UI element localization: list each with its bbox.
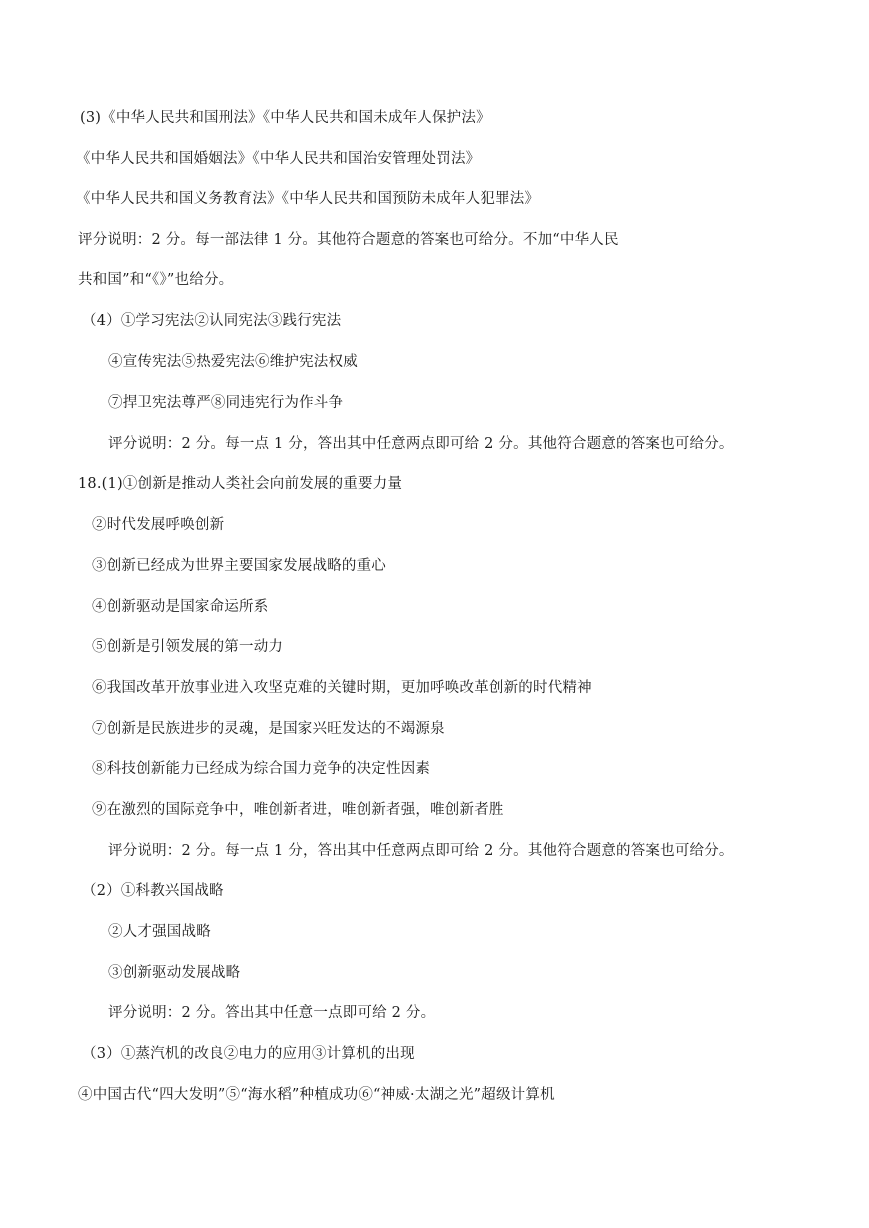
q17-4-line-1: （4）①学习宪法②认同宪法③践行宪法: [82, 313, 342, 329]
q18-1-item: ⑧科技创新能力已经成为综合国力竞争的决定性因素: [92, 761, 431, 777]
q18-1-item: ②时代发展呼唤创新: [92, 517, 225, 533]
q17-4-scoring-note: 评分说明：2 分。每一点 1 分，答出其中任意两点即可给 2 分。其他符合题意的答案也可给分。: [108, 436, 734, 452]
q18-1-item: ③创新已经成为世界主要国家发展战略的重心: [92, 558, 386, 574]
q17-4-line-3: ⑦捍卫宪法尊严⑧同违宪行为作斗争: [108, 395, 344, 411]
q18-2-scoring-note: 评分说明：2 分。答出其中任意一点即可给 2 分。: [108, 1005, 436, 1021]
q18-2-line-3: ③创新驱动发展战略: [108, 965, 241, 981]
q17-4-line-2: ④宣传宪法⑤热爱宪法⑥维护宪法权威: [108, 354, 358, 370]
q18-2-line-2: ②人才强国战略: [108, 924, 211, 940]
q18-1-heading: 18.(1)①创新是推动人类社会向前发展的重要力量: [78, 476, 403, 492]
q18-3-line-1: （3）①蒸汽机的改良②电力的应用③计算机的出现: [82, 1046, 415, 1062]
q18-1-item: ⑨在激烈的国际竞争中，唯创新者进，唯创新者强，唯创新者胜: [92, 802, 504, 818]
q17-3-laws-line-3: 《中华人民共和国义务教育法》《中华人民共和国预防未成年人犯罪法》: [76, 191, 540, 207]
q17-3-scoring-note-line-2: 共和国”和“《》”也给分。: [78, 272, 234, 288]
q18-1-item: ⑤创新是引领发展的第一动力: [92, 639, 284, 655]
q17-3-scoring-note-line-1: 评分说明：2 分。每一部法律 1 分。其他符合题意的答案也可给分。不加“中华人民: [78, 232, 619, 248]
q18-1-item: ⑦创新是民族进步的灵魂，是国家兴旺发达的不竭源泉: [92, 721, 445, 737]
q18-1-item: ⑥我国改革开放事业进入攻坚克难的关键时期，更加呼唤改革创新的时代精神: [92, 680, 592, 696]
q18-1-item: ④创新驱动是国家命运所系: [92, 599, 269, 615]
q18-3-line-2: ④中国古代“四大发明”⑤“海水稻”种植成功⑥“神威·太湖之光”超级计算机: [78, 1087, 555, 1103]
q17-3-laws-line-2: 《中华人民共和国婚姻法》《中华人民共和国治安管理处罚法》: [76, 151, 481, 167]
q17-3-laws-line-1: (3)《中华人民共和国刑法》《中华人民共和国未成年人保护法》: [80, 110, 491, 126]
q18-1-scoring-note: 评分说明：2 分。每一点 1 分，答出其中任意两点即可给 2 分。其他符合题意的答案也可给分。: [108, 843, 734, 859]
q18-2-line-1: （2）①科教兴国战略: [82, 883, 224, 899]
